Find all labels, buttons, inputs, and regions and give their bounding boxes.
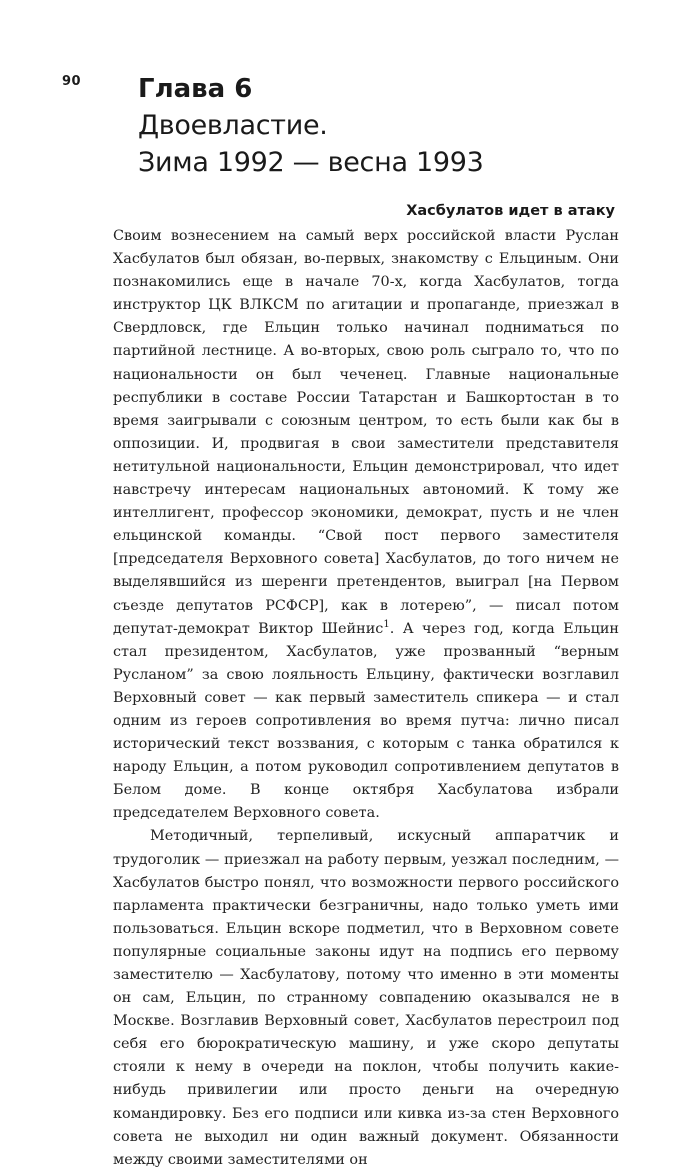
page-number: 90 xyxy=(62,74,82,89)
chapter-heading xyxy=(138,74,618,181)
footnote-marker: 1 xyxy=(383,618,390,630)
paragraph-1-text-b: . А через год, когда Ельцин стал президентом, Хасбулатов, уже прозванный “верным Русланом” за свою лояльность Ельцину, фактически возглавил Верховный совет — как первый заместитель спикера — и стал одним из героев сопротивления во время путча: лично писал исторический текст воззвания, с которым с танка обратился к народу Ельцин, а потом руководил сопротивлением депутатов в Белом доме. В конце октября Хасбулатова избрали председателем Верховного совета. xyxy=(113,620,619,822)
paragraph-1-text-a: Своим вознесением на самый верх российской власти Руслан Хасбулатов был обязан, во-первых, знакомству с Ельциным. Они познакомились еще в начале 70-х, когда Хасбулатов, тогда инструктор ЦК ВЛКСМ по агитации и пропаганде, приезжал в Свердловск, где Ельцин только начинал подниматься по партийной лестнице. А во-вторых, свою роль сыграло то, что по национальности он был чеченец. Главные национальные республики в составе России Татарстан и Башкортостан в то время заигрывали с союзным центром, то есть были как бы в оппозиции. И, продвигая в свои заместители представителя нетитульной национальности, Ельцин демонстрировал, что идет навстречу интересам национальных автономий. К тому же интеллигент, профессор экономики, демократ, пусть и не член ельцинской команды. “Свой пост первого заместителя [председателя Верховного совета] Хасбулатов, до того ничем не выделявшийся из шеренги претендентов, выиграл [на Первом съезде депутатов РСФСР], как в лотерею”, — писал потом депутат-демократ Виктор Шейнис xyxy=(113,228,619,637)
paragraph-2: Методичный, терпеливый, искусный аппаратчик и трудоголик — приезжал на работу первым, уезжал последним, — Хасбулатов быстро понял, что возможности первого российского парламента практически безграничны, надо только уметь ими пользоваться. Ельцин вскоре подметил, что в Верховном совете популярные социальные законы идут на подпись его первому заместителю — Хасбулатову, потому что именно в эти моменты он сам, Ельцин, по странному совпадению оказывался не в Москве. Возглавив Верховный совет, Хасбулатов перестроил под себя его бюрократическую машину, и уже скоро депутаты стояли к нему в очереди на поклон, чтобы получить какие-нибудь привилегии или просто деньги на очередную командировку. Без его подписи или кивка из-за стен Верховного совета не выходил ни один важный документ. Обязанности между своими заместителями он xyxy=(113,828,619,1168)
chapter-title-line-1: Двоевластие. xyxy=(138,110,328,141)
chapter-label: Глава 6 xyxy=(138,74,253,104)
paragraph-1 xyxy=(113,225,619,825)
section-title: Хасбулатов идет в атаку xyxy=(406,203,615,219)
chapter-title-line-2: Зима 1992 — весна 1993 xyxy=(138,147,484,178)
body-text xyxy=(113,225,619,1172)
